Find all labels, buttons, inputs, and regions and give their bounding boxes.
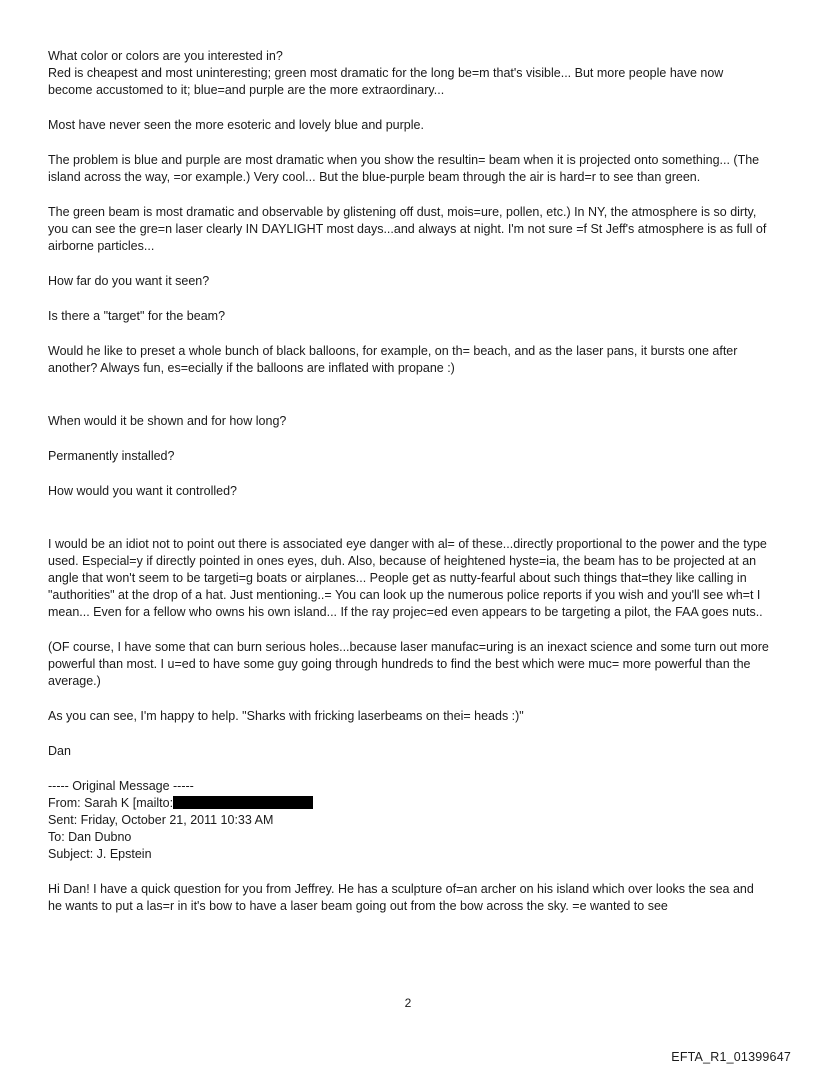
signature: Dan — [48, 744, 71, 758]
to-line: To: Dan Dubno — [48, 830, 132, 844]
paragraph-green-beam: The green beam is most dramatic and observable by glistening off dust, mois=ure, pollen, etc.) In NY, the atmosphere is so dirty, you can see the gre=n laser clearly IN DAYLIGHT most days...and always at night. I'm not sure =f St Jeff's atmosphere is as full of airborne particles... — [48, 205, 767, 253]
question-distance: How far do you want it seen? — [48, 274, 210, 288]
separator-line: ----- Original Message ----- — [48, 779, 194, 793]
bates-number: EFTA_R1_01399647 — [671, 1050, 791, 1064]
email-body — [48, 48, 770, 915]
question-control: How would you want it controlled? — [48, 484, 237, 498]
question-duration: When would it be shown and for how long? — [48, 414, 287, 428]
paragraph-colors: Red is cheapest and most uninteresting; green most dramatic for the long be=m that's visible... But more people have now become accustomed to it; blue=and purple are the more extraordinary... — [48, 66, 724, 97]
question-target: Is there a "target" for the beam? — [48, 309, 226, 323]
spacer — [48, 518, 770, 536]
redaction-bar — [173, 796, 313, 809]
paragraph-original-request: Hi Dan! I have a quick question for you from Jeffrey. He has a sculpture of=an archer on his island which over looks the sea and he wants to put a las=r in it's bow to have a laser beam going out from the bow across the sky. =e wanted to see — [48, 882, 754, 913]
paragraph-blue-purple: The problem is blue and purple are most dramatic when you show the resultin= beam when it is projected onto something... (The island across the way, =or example.) Very cool... But the blue-purple beam through the air is hard=r to see than green. — [48, 153, 760, 184]
spacer — [48, 395, 770, 413]
paragraph-happy-to-help: As you can see, I'm happy to help. "Sharks with fricking laserbeams on thei= heads :)" — [48, 709, 524, 723]
sent-line: Sent: Friday, October 21, 2011 10:33 AM — [48, 813, 274, 827]
from-text: From: Sarah K [mailto: — [48, 796, 174, 810]
from-line — [48, 795, 770, 812]
question-installed: Permanently installed? — [48, 449, 175, 463]
original-message-header — [48, 778, 770, 863]
paragraph-eye-danger: I would be an idiot not to point out there is associated eye danger with al= of these...directly proportional to the power and the type used. Especial=y if directly pointed in ones eyes, duh. Also, because of heightened hyste=ia, the beam has to be projected at an angle that won't seem to be targeti=g boats or airplanes... People get as nutty-fearful about such things that=they like calling in "authorities" at the drop of a hat. Just mentioning..= You can look up the numerous police reports if you wish and you'll see wh=t I mean... Even for a fellow who owns his own island... If the ray projec=ed even appears to be targeting a pilot, the FAA goes nuts.. — [48, 537, 767, 619]
paragraph-esoteric: Most have never seen the more esoteric and lovely blue and purple. — [48, 118, 424, 132]
page-number: 2 — [404, 996, 412, 1010]
paragraph-burn-holes: (OF course, I have some that can burn serious holes...because laser manufac=uring is an inexact science and some turn out more powerful than most. I u=ed to have some guy going through hundreds to find the best which were muc= more powerful than the average.) — [48, 640, 769, 688]
opening-line: What color or colors are you interested in? — [48, 49, 283, 63]
subject-line: Subject: J. Epstein — [48, 847, 152, 861]
paragraph-balloons: Would he like to preset a whole bunch of black balloons, for example, on th= beach, and as the laser pans, it bursts one after another? Always fun, es=ecially if the balloons are inflated with propane :) — [48, 344, 738, 375]
